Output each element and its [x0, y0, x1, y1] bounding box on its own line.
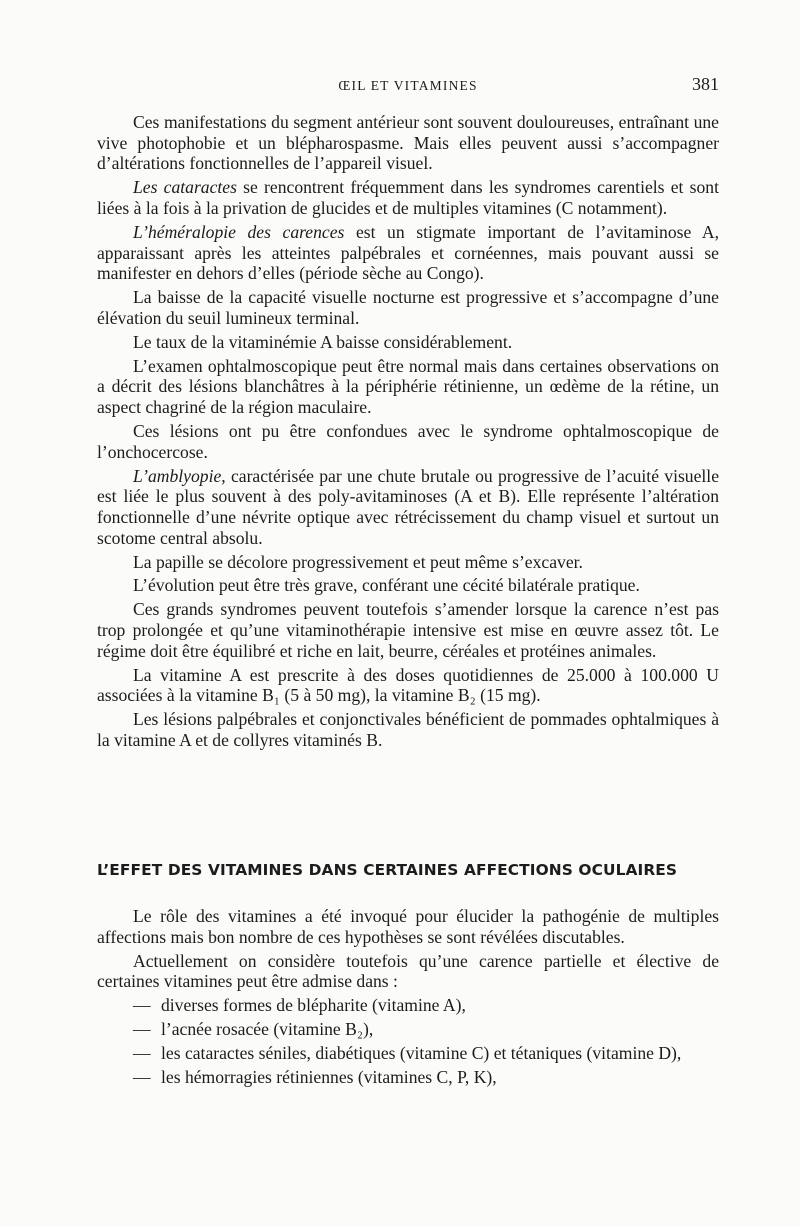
- paragraph: La baisse de la capacité visuelle nocturne est progressive et s’accompagne d’une élévation du seuil lumineux terminal.: [97, 287, 719, 328]
- paragraph: Les lésions palpébrales et conjonctivales bénéficient de pommades ophtalmiques à la vitamine A et de collyres vitaminés B.: [97, 709, 719, 750]
- dash-marker: —: [133, 1019, 151, 1040]
- paragraph: Le rôle des vitamines a été invoqué pour élucider la pathogénie de multiples affections mais bon nombre de ces hypothèses se sont révélées discutables.: [97, 906, 719, 947]
- list-item: — les hémorragies rétiniennes (vitamines C, P, K),: [133, 1066, 497, 1087]
- paragraph: La vitamine A est prescrite à des doses quotidiennes de 25.000 à 100.000 U associées à la vitamine B₁ (5 à 50 mg), la vitamine B₂ (15 mg).: [97, 664, 719, 706]
- body-text: [97, 112, 719, 754]
- paragraph: Ces grands syndromes peuvent toutefois s’amender lorsque la carence n’est pas trop prolongée et qu’une vitaminothérapie intensive est mise en œuvre assez tôt. Le régime doit être équilibré et riche en lait, beurre, céréales et protéines animales.: [97, 599, 719, 661]
- dash-list: [97, 995, 719, 1087]
- paragraph: La papille se décolore progressivement et peut même s’excaver.: [133, 551, 583, 572]
- italic-lead: Les cataractes: [133, 177, 237, 198]
- paragraph: L’amblyopie, caractérisée par une chute brutale ou progressive de l’acuité visuelle est liée le plus souvent à des poly-avitaminoses (A et B). Elle représente l’altération fonctionnelle d’une névrite optique avec rétrécissement du champ visuel et surtout un scotome central absolu.: [97, 465, 719, 548]
- italic-lead: L’amblyopie,: [133, 465, 226, 486]
- paragraph: Les cataractes se rencontrent fréquemment dans les syndromes carentiels et sont liées à la fois à la privation de glucides et de multiples vitamines (C notamment).: [97, 177, 719, 218]
- list-item: — les cataractes séniles, diabétiques (vitamine C) et tétaniques (vitamine D),: [133, 1042, 682, 1063]
- paragraph: Ces lésions ont pu être confondues avec le syndrome ophtalmoscopique de l’onchocercose.: [97, 420, 719, 462]
- page-number: 381: [692, 74, 719, 94]
- dash-marker: —: [133, 1066, 151, 1087]
- list-item: — l’acnée rosacée (vitamine B₂),: [133, 1019, 374, 1040]
- dash-marker: —: [133, 1042, 151, 1063]
- dash-marker: —: [133, 995, 151, 1016]
- section-heading: L’EFFET DES VITAMINES DANS CERTAINES AFFECTIONS OCULAIRES: [97, 861, 678, 879]
- italic-lead: L’héméralopie des carences: [133, 221, 345, 242]
- paragraph: Ces manifestations du segment antérieur sont souvent douloureuses, entraînant une vive photophobie et un blépharospasme. Mais elles peuvent aussi s’accompagner d’altérations fonctionnelles de l’appareil visuel.: [97, 112, 719, 174]
- running-head: [97, 74, 719, 100]
- running-title: ŒIL ET VITAMINES: [338, 78, 478, 93]
- section-text: [97, 906, 719, 1091]
- paragraph: L’héméralopie des carences est un stigmate important de l’avitaminose A, apparaissant après les atteintes palpébrales et cornéennes, mais pouvant aussi se manifester en dehors d’elles (période sèche au Congo).: [97, 221, 719, 284]
- paragraph: Le taux de la vitaminémie A baisse considérablement.: [133, 331, 513, 352]
- list-item: — diverses formes de blépharite (vitamine A),: [133, 995, 466, 1016]
- paragraph: L’examen ophtalmoscopique peut être normal mais dans certaines observations on a décrit des lésions blanchâtres à la périphérie rétinienne, un œdème de la rétine, un aspect chagriné de la région maculaire.: [97, 355, 719, 418]
- paragraph: L’évolution peut être très grave, conférant une cécité bilatérale pratique.: [133, 575, 640, 596]
- paragraph: Actuellement on considère toutefois qu’une carence partielle et élective de certaines vitamines peut être admise dans :: [97, 950, 719, 992]
